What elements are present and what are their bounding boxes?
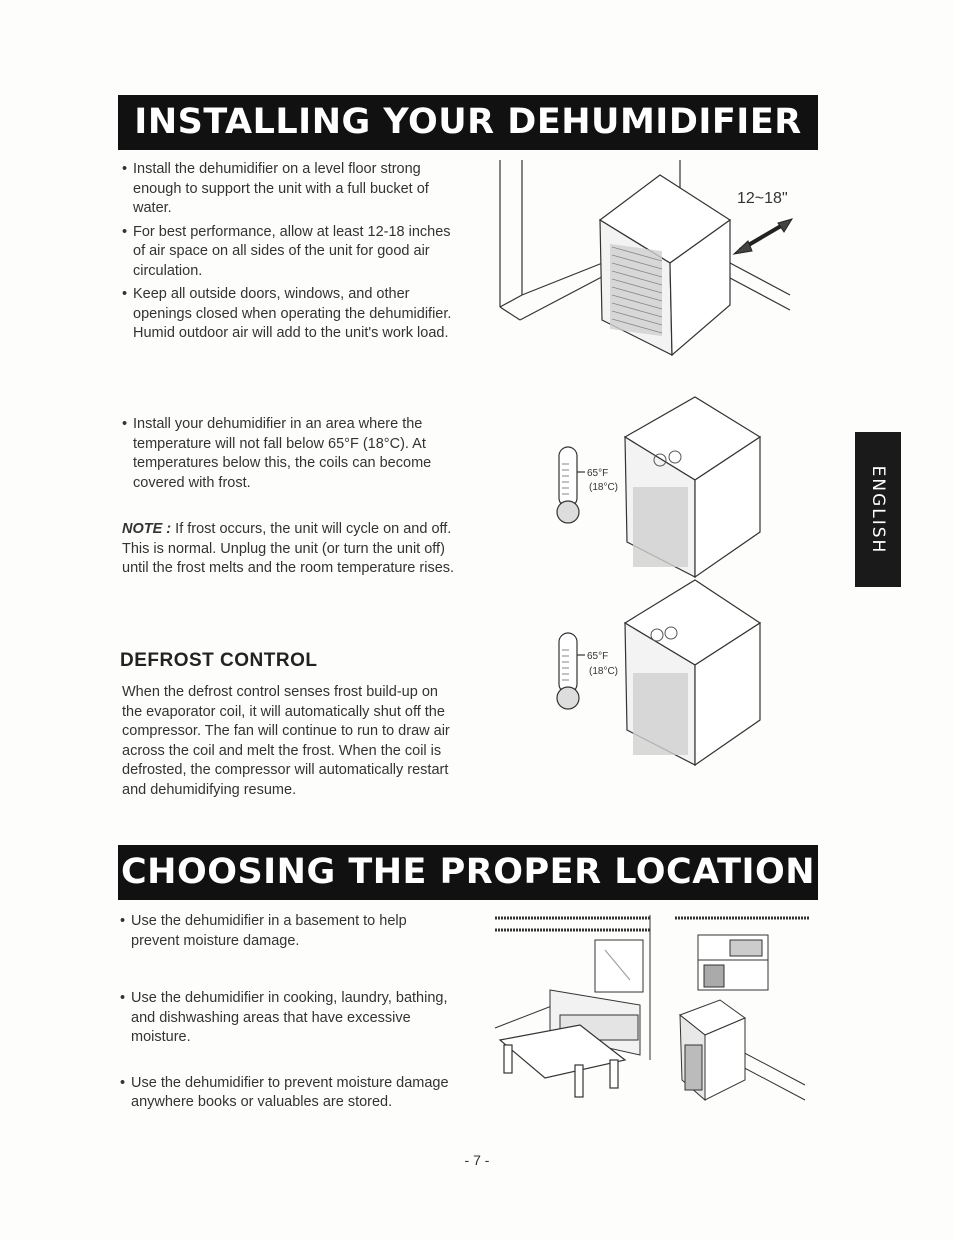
note-paragraph [122,520,457,579]
double-arrow-icon [734,219,792,254]
location-bullet-list [120,912,450,1117]
defrost-paragraph: When the defrost control senses frost build-up on the evaporator coil, it will automatically shut off the compressor. The fan will continue to run to draw air across the coil and melt the frost. When the coil is defrosted, the compressor will automatically restart and dehumidifying resume. [122,684,450,798]
dehumidifier-unit [625,397,760,577]
section-title-installing: INSTALLING YOUR DEHUMIDIFIER [118,95,818,150]
thermometer-icon [557,447,585,523]
temperature-paragraph [122,415,457,497]
dehumidifier-unit [600,175,730,355]
defrost-illustration [545,575,780,770]
list-item: • For best performance, allow at least 12-18 inches of air space on all sides of the unit for good air circulation. [122,223,451,279]
defrost-heading: DEFROST CONTROL [120,650,318,671]
window [595,940,643,992]
room-illustration [490,910,820,1125]
install-bullet-list [122,160,457,348]
clearance-label: 12~18" [737,190,788,207]
list-item: • Use the dehumidifier in cooking, laundry, bathing, and dishwashing areas that have excessive moisture. [120,990,448,1045]
frost-illustration [545,392,780,582]
list-item: • Use the dehumidifier to prevent moisture damage anywhere books or valuables are stored. [120,1074,449,1110]
thermometer-icon [557,633,585,709]
list-item: • Keep all outside doors, windows, and other openings closed when operating the dehumidifier. Humid outdoor air will add to the unit's work load. [122,286,452,341]
bookshelf [698,935,768,990]
bullet-text: For best performance, allow at least 12-18 inches of air space on all sides of the unit for good air circulation. [133,223,451,279]
thermo-f-label: 65°F [587,651,609,662]
section-title-location: CHOOSING THE PROPER LOCATION [118,845,818,900]
language-tab-label: ENGLISH [868,465,888,554]
language-tab [855,432,901,587]
thermo-c-label: (18°C) [589,482,619,493]
dehumidifier-unit [680,1000,745,1100]
bullet-text: Keep all outside doors, windows, and other openings closed when operating the dehumidifier. Humid outdoor air will add to the unit's work load. [133,286,452,341]
bullet-text: Use the dehumidifier in a basement to help prevent moisture damage. [131,913,407,949]
note-label: NOTE : [122,521,172,537]
clearance-illustration [490,155,820,360]
list-item: • Install the dehumidifier on a level floor strong enough to support the unit with a full bucket of water. [122,161,429,216]
bullet-text: Use the dehumidifier to prevent moisture damage anywhere books or valuables are stored. [131,1074,449,1110]
note-text: If frost occurs, the unit will cycle on and off. This is normal. Unplug the unit (or turn the unit off) until the frost melts and the room temperature rises. [122,521,455,576]
list-item: • Install your dehumidifier in an area where the temperature will not fall below 65°F (18°C). At temperatures below this, the coils can become covered with frost. [122,416,432,491]
bullet-text: Install the dehumidifier on a level floor strong enough to support the unit with a full bucket of water. [133,161,429,216]
bullet-text: Install your dehumidifier in an area where the temperature will not fall below 65°F (18°C). At temperatures below this, the coils can become covered with frost. [133,416,432,491]
list-item: • Use the dehumidifier in a basement to help prevent moisture damage. [120,913,407,949]
page-number: - 7 - [464,1152,490,1168]
bullet-text: Use the dehumidifier in cooking, laundry, bathing, and dishwashing areas that have excessive moisture. [131,990,448,1045]
thermo-f-label: 65°F [587,468,609,479]
thermo-c-label: (18°C) [589,666,619,677]
dehumidifier-unit [625,580,760,765]
